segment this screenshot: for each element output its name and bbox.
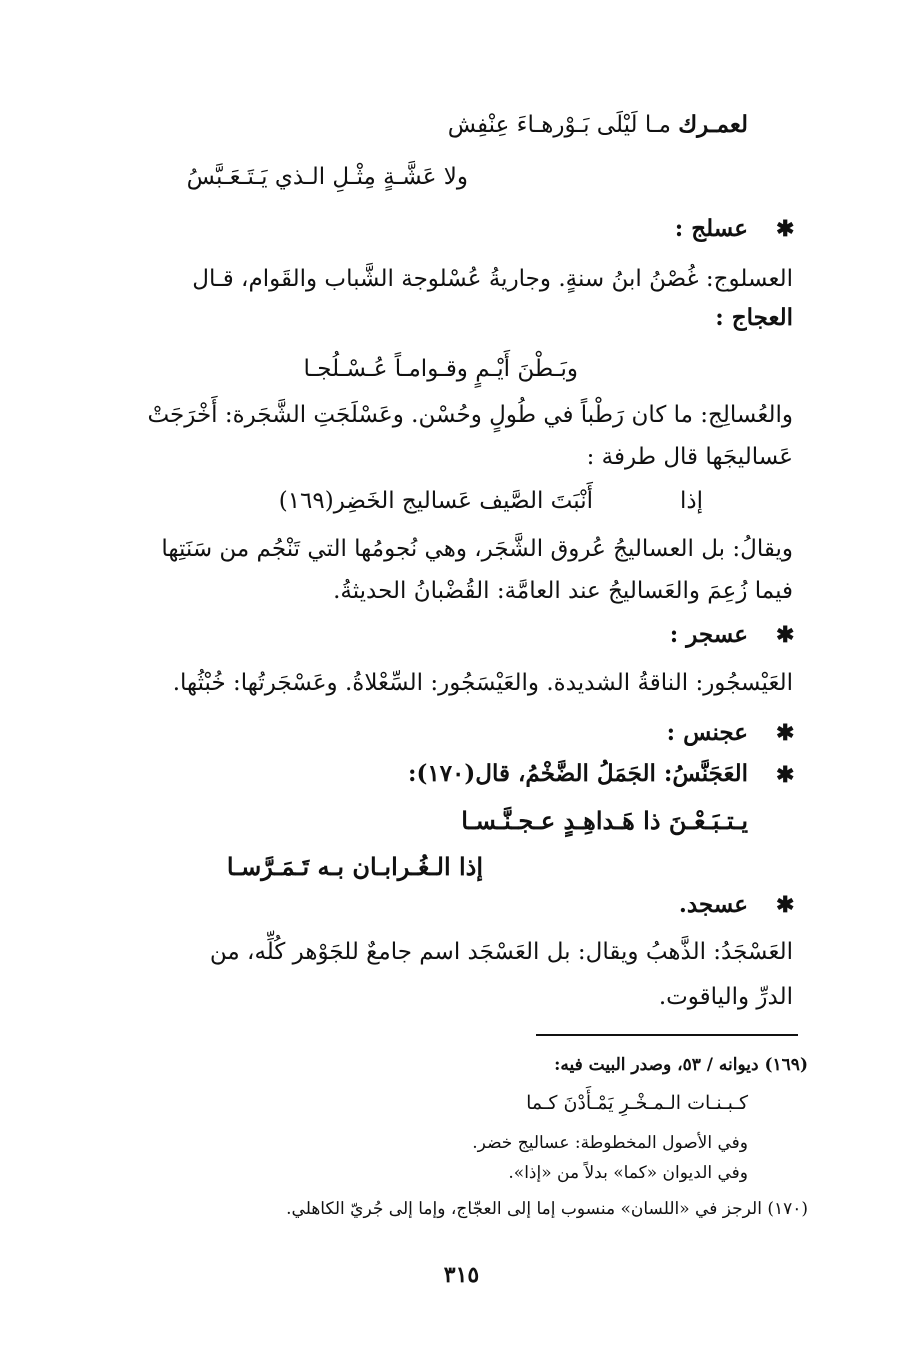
poem-line-1 <box>448 108 748 142</box>
footnote-line: وفي الأصول المخطوطة: عساليج خضر. <box>472 1133 748 1153</box>
root-heading-asluj: عسلج : <box>674 215 748 242</box>
verse-line: وبَـطْنَ أَيْـمٍ وقـوامـاً عُـسْـلُجـا <box>303 356 578 382</box>
footnote-line: وفي الديوان «كما» بدلاً من «إذا». <box>508 1163 748 1183</box>
verse-word-itha: إذا <box>679 488 703 514</box>
text-line: فيما زُعِمَ والعَساليجُ عند العامَّة: القُضْبانُ الحديثةُ. <box>333 578 793 604</box>
footnote-169: (١٦٩) ديوانه / ٥٣، وصدر البيت فيه: <box>554 1055 808 1075</box>
entry-star-icon: ✱ <box>776 216 795 242</box>
text-line: عَساليجَها قال طرفة : <box>586 444 793 470</box>
text-line: العَيْسجُور: الناقةُ الشديدة. والعَيْسَجُور: السِّعْلاةُ. وعَسْجَرتُها: خُبْثُها. <box>172 670 793 696</box>
page-number: ٣١٥ <box>443 1262 480 1288</box>
root-heading-asjad: عسجد. <box>678 891 748 918</box>
text-line: والعُسالِج: ما كان رَطْباً في طُولٍ وحُسْن. وعَسْلَجَتِ الشَّجَرة: أَخْرَجَتْ <box>147 402 793 428</box>
poem-line-1-rest: مـا لَيْلَى بَـوْرهـاءَ عِنْفِش <box>447 112 671 138</box>
entry-star-icon: ✱ <box>776 720 795 746</box>
text-line: العجاج : <box>715 304 793 331</box>
verse-line: إذا الـغُـرابـان بـه تَـمَـرَّسـا <box>226 852 483 881</box>
root-heading-ajans: عجنس : <box>666 719 748 746</box>
footnote-verse: كـبـنـات الـمـخْـرِ يَمْـأَدْنَ كـما <box>526 1092 748 1114</box>
entry-star-icon: ✱ <box>776 762 795 788</box>
text-line: العسلوج: غُصْنُ ابنُ سنةٍ. وجاريةُ عُسْلوجة الشَّباب والقَوام، قـال <box>192 266 793 292</box>
footnote-divider <box>536 1034 798 1036</box>
text-line: ويقالُ: بل العساليجُ عُروق الشَّجَر، وهي نُجومُها التي تَنْجُم من سَنَتِها <box>161 536 793 562</box>
text-line: العَجَنَّسُ: الجَمَلُ الضَّخْمُ، قال(١٧٠): <box>407 760 748 787</box>
entry-star-icon: ✱ <box>776 892 795 918</box>
text-line: الدرِّ والياقوت. <box>658 984 793 1010</box>
root-heading-asjar: عسجر : <box>669 621 748 648</box>
text-line: العَسْجَدُ: الذَّهبُ ويقال: بل العَسْجَد اسم جامعٌ للجَوْهر كُلِّه، من <box>209 939 793 965</box>
verse-line: أَنْبَتَ الصَّيف عَساليج الخَضِر(١٦٩) <box>278 488 593 514</box>
entry-star-icon: ✱ <box>776 622 795 648</box>
footnote-170: (١٧٠) الرجز في «اللسان» منسوب إما إلى العجّاج، وإما إلى جُريّ الكاهلي. <box>286 1199 808 1219</box>
poem-first-word: لعمـرك <box>678 111 748 138</box>
verse-line: يـتـبَـعْـنَ ذا هَـداهِـدٍ عـجـنَّـسـا <box>461 806 748 835</box>
poem-line-2: ولا عَشَّـةٍ مِثْـلِ الـذي يَـتَـعَـبَّسُ <box>186 164 468 190</box>
